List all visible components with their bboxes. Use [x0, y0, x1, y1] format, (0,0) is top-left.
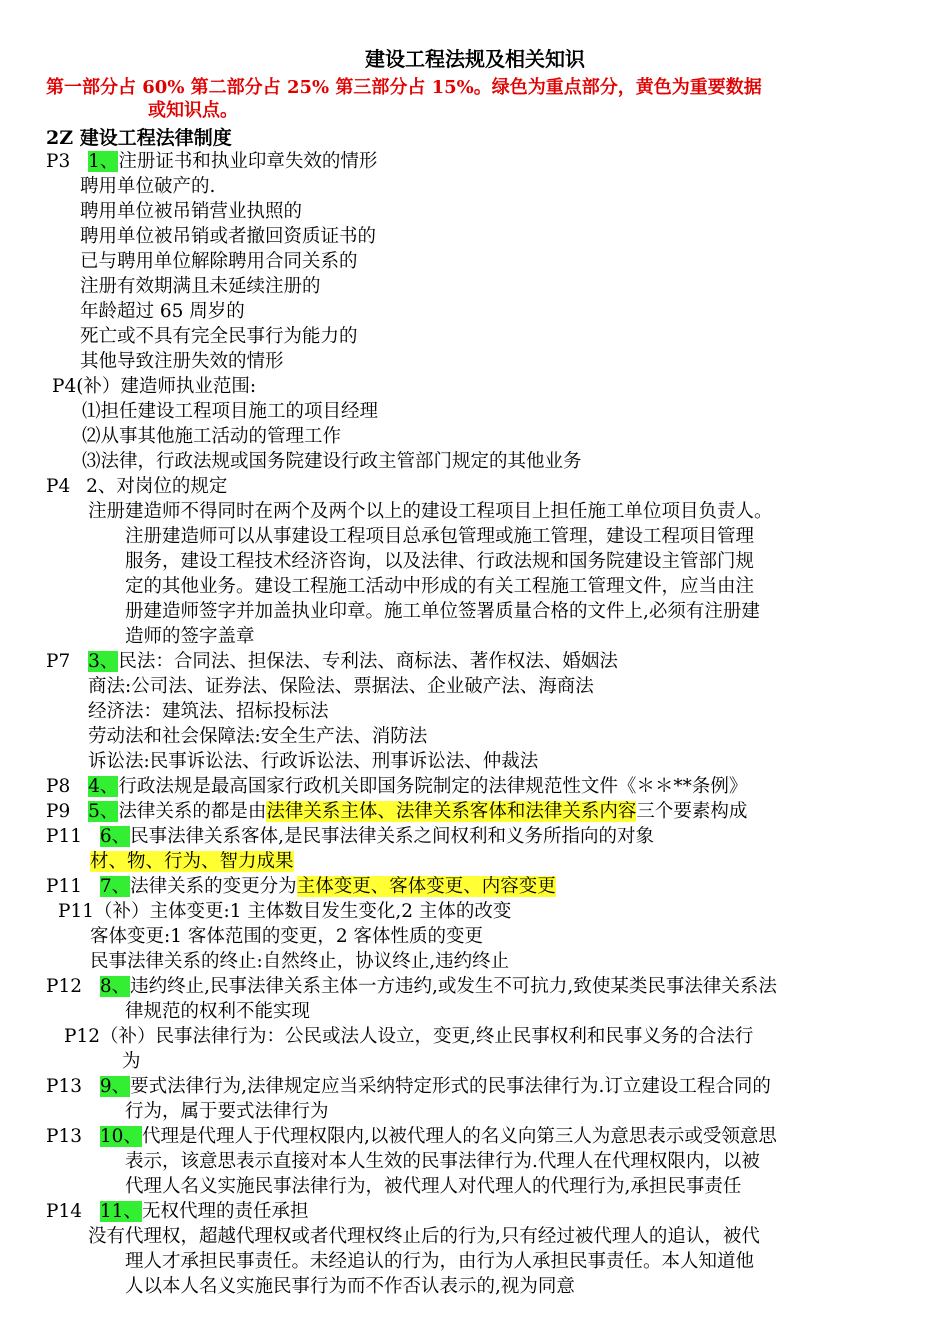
- paragraph-line: 服务，建设工程技术经济咨询，以及法律、行政法规和国务院建设主管部门规: [125, 551, 755, 572]
- item-text: 法律关系的变更分为: [130, 876, 297, 897]
- page-ref: P14: [46, 1201, 82, 1222]
- supplement-line: 民事法律关系的终止:自然终止，协议终止,违约终止: [90, 951, 510, 972]
- item-number: 6、: [99, 826, 131, 847]
- list-item: 经济法：建筑法、招标投标法: [88, 701, 329, 722]
- paragraph-line: 定的其他业务。建设工程施工活动中形成的有关工程施工管理文件，应当由注: [125, 576, 755, 597]
- highlight-text: 材、物、行为、智力成果: [90, 851, 294, 872]
- item-text: 违约终止,民事法律关系主体一方违约,或发生不可抗力,致使某类民事法律关系法: [130, 976, 777, 997]
- item-number: 5、: [88, 801, 119, 822]
- item-text: 无权代理的责任承担: [141, 1201, 309, 1222]
- item-10: [46, 1125, 777, 1150]
- emphasis-note-line2: 或知识点。: [148, 100, 238, 121]
- paragraph-line: 注册建造师可以从事建设工程项目总承包管理或施工管理，建设工程项目管理: [125, 526, 755, 547]
- item-number: 9、: [99, 1076, 131, 1097]
- page-ref: P12: [46, 976, 82, 997]
- item-3: [46, 650, 618, 675]
- highlight-text: 主体变更、客体变更、内容变更: [296, 876, 556, 897]
- list-item: 诉讼法:民事诉讼法、行政诉讼法、刑事诉讼法、仲裁法: [88, 751, 539, 772]
- list-item: ⑶法律，行政法规或国务院建设行政主管部门规定的其他业务: [82, 451, 582, 472]
- highlight-text: 法律关系主体、法律关系客体和法律关系内容: [266, 801, 637, 822]
- list-item: 劳动法和社会保障法:安全生产法、消防法: [88, 726, 428, 747]
- list-item: ⑴担任建设工程项目施工的项目经理: [82, 401, 379, 422]
- item-number: 10、: [99, 1126, 142, 1147]
- paragraph-line: 理人才承担民事责任。未经追认的行为，由行为人承担民事责任。本人知道他: [125, 1251, 755, 1272]
- item-text: 代理是代理人于代理权限内,以被代理人的名义向第三人为意思表示或受领意思: [141, 1126, 777, 1147]
- item-7: [46, 875, 556, 900]
- page-ref: P11: [46, 876, 82, 897]
- paragraph-line: 人以本人名义实施民事行为而不作否认表示的,视为同意: [125, 1276, 575, 1297]
- item-text: 注册证书和执业印章失效的情形: [118, 151, 378, 172]
- list-item: 死亡或不具有完全民事行为能力的: [80, 326, 358, 347]
- item-2: [46, 475, 227, 500]
- item-text: 表示，该意思表示直接对本人生效的民事法律行为.代理人在代理权限内，以被: [125, 1151, 760, 1172]
- item-text: 民事法律关系客体,是民事法律关系之间权利和义务所指向的对象: [130, 826, 655, 847]
- page-ref: P8: [46, 776, 71, 797]
- item-8: [46, 975, 777, 1000]
- item-text: 行为，属于要式法律行为: [125, 1101, 329, 1122]
- item-number: 1、: [88, 151, 119, 172]
- paragraph-line: 注册建造师不得同时在两个及两个以上的建设工程项目上担任施工单位项目负责人。: [88, 501, 773, 522]
- item-text: 法律关系的都是由: [118, 801, 267, 822]
- page-ref: P11: [46, 826, 82, 847]
- item-text: 行政法规是最高国家行政机关即国务院制定的法律规范性文件《＊＊**条例》: [118, 776, 748, 797]
- list-item: 聘用单位被吊销营业执照的: [80, 201, 303, 222]
- list-item: 聘用单位被吊销或者撤回资质证书的: [80, 226, 377, 247]
- item-text: 2、对岗位的规定: [86, 476, 228, 497]
- page-ref: P13: [46, 1076, 82, 1097]
- item-6-highlight-line: [90, 850, 294, 875]
- item-number: 8、: [99, 976, 131, 997]
- item-text: 代理人名义实施民事法律行为，被代理人对代理人的代理行为,承担民事责任: [125, 1176, 742, 1197]
- item-4: [46, 775, 747, 800]
- item-number: 4、: [88, 776, 119, 797]
- list-item: ⑵从事其他施工活动的管理工作: [82, 426, 342, 447]
- list-item: 商法:公司法、证券法、保险法、票据法、企业破产法、海商法: [88, 676, 594, 697]
- emphasis-note-line1: 第一部分占 60% 第二部分占 25% 第三部分占 15%。绿色为重点部分，黄色为重要数据: [46, 77, 762, 98]
- item-1: [46, 150, 377, 175]
- section-heading: 2Z 建设工程法律制度: [46, 127, 232, 149]
- page-ref: P7: [46, 651, 71, 672]
- item-number: 11、: [99, 1201, 142, 1222]
- page-ref: P4: [46, 476, 71, 497]
- paragraph-line: 册建造师签字并加盖执业印章。施工单位签署质量合格的文件上,必须有注册建: [125, 601, 760, 622]
- item-text: 三个要素构成: [636, 801, 748, 822]
- list-item: 聘用单位破产的.: [80, 176, 216, 197]
- item-11: [46, 1200, 308, 1225]
- item-text: 民法：合同法、担保法、专利法、商标法、著作权法、婚姻法: [118, 651, 618, 672]
- item-number: 7、: [99, 876, 131, 897]
- item-number: 3、: [88, 651, 119, 672]
- supplement-heading: P4(补）建造师执业范围:: [52, 376, 257, 397]
- item-6: [46, 825, 654, 850]
- page-ref: P3: [46, 151, 71, 172]
- item-5: [46, 800, 747, 825]
- paragraph-line: 造师的签字盖章: [125, 626, 255, 647]
- item-9: [46, 1075, 771, 1100]
- supplement-line: P12（补）民事法律行为：公民或法人设立，变更,终止民事权利和民事义务的合法行: [64, 1026, 754, 1047]
- paragraph-line: 没有代理权，超越代理权或者代理权终止后的行为,只有经过被代理人的追认，被代: [88, 1226, 760, 1247]
- item-text: 要式法律行为,法律规定应当采纳特定形式的民事法律行为.订立建设工程合同的: [130, 1076, 771, 1097]
- list-item: 年龄超过 65 周岁的: [80, 301, 245, 322]
- page-ref: P13: [46, 1126, 82, 1147]
- supplement-line: 为: [122, 1051, 141, 1072]
- page-title: 建设工程法规及相关知识: [365, 47, 585, 71]
- supplement-line: P11（补）主体变更:1 主体数目发生变化,2 主体的改变: [58, 901, 512, 922]
- list-item: 其他导致注册失效的情形: [80, 351, 284, 372]
- item-text: 律规范的权利不能实现: [125, 1001, 311, 1022]
- list-item: 已与聘用单位解除聘用合同关系的: [80, 251, 358, 272]
- supplement-line: 客体变更:1 客体范围的变更，2 客体性质的变更: [90, 926, 484, 947]
- page-ref: P9: [46, 801, 71, 822]
- list-item: 注册有效期满且未延续注册的: [80, 276, 321, 297]
